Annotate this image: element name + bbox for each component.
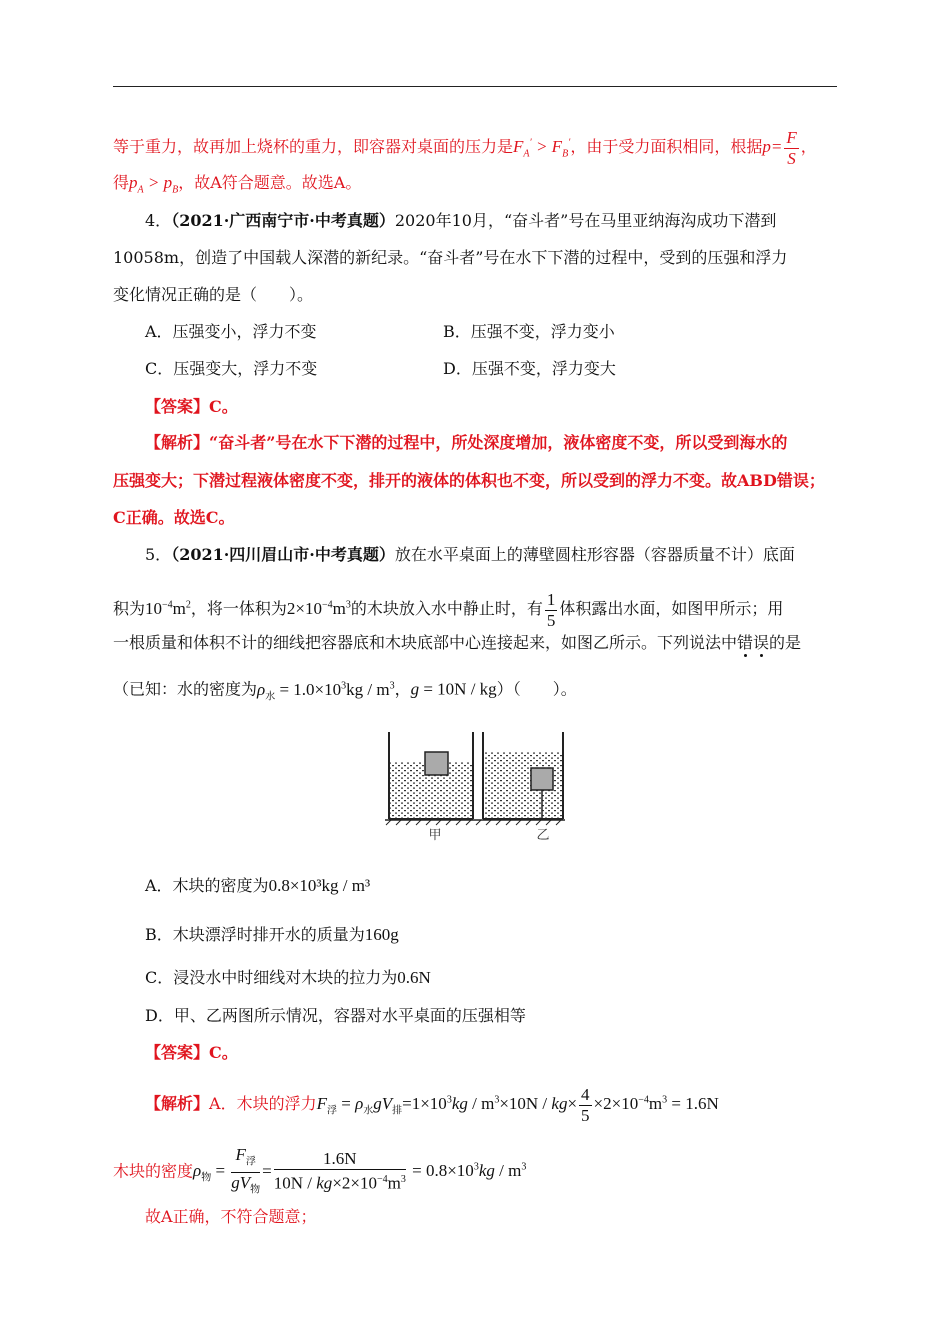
q4-option-d: D．压强不变，浮力变大 [443, 359, 616, 378]
q4-option-b: B．压强不变，浮力变小 [443, 322, 615, 341]
q5-analysis-conclusion: 故A正确，不符合题意； [145, 1207, 317, 1226]
q5-stem-line-3: 一根质量和体积不计的细线把容器底和木块底部中心连接起来，如图乙所示。下列说法中错误的是 [113, 633, 802, 652]
q4-stem-line-2: 10058m，创造了中国载人深潜的新纪录。“奋斗者”号在水下下潜的过程中，受到的压强和浮力 [113, 248, 788, 267]
q5-analysis-line-1: 【解析】A．木块的浮力$F_浮 = \rho_水gV_排=1\times 10^3kg / m^3\times 10N / kg\times$ $\frac{4}{5}$ $\times 2\times 10^{-4}m^3 = 1.6N$ [145, 1085, 719, 1125]
figure-label-jia: 甲 [428, 828, 442, 843]
figure-label-yi: 乙 [536, 828, 550, 843]
q5-option-c: C．浸没水中时细线对木块的拉力为0.6N [145, 968, 431, 987]
q4-analysis-line-2: 压强变大；下潜过程液体密度不变，排开的液体的体积也不变，所以受到的浮力不变。故ABD错误； [113, 471, 825, 490]
q5-option-d: D．甲、乙两图所示情况，容器对水平桌面的压强相等 [145, 1006, 526, 1025]
containers-figure [385, 724, 565, 844]
q5-stem-line-2: 积为$10^{-4}m^2$，将一体积为$2\times 10^{-4}m^3$的木块放入水中静止时，有 $\frac{1}{5}$ 体积露出水面，如图甲所示；用 [113, 590, 784, 630]
q4-analysis-line-1: 【解析】“奋斗者”号在水下下潜的过程中，所处深度增加，液体密度不变，所以受到海水的 [145, 433, 788, 452]
q4-stem-line-1: 4．（2021·广西南宁市·中考真题）2020年10月，“奋斗者”号在马里亚纳海沟成功下潜到 [145, 211, 777, 230]
prev-analysis-line-2: 得$p_A > p_B$，故A符合题意。故选A。 [113, 173, 362, 196]
q5-analysis-line-2: 木块的密度$\rho_物$ = $\frac{F_浮}{gV_物}$ = $\frac{1.6N}{10N / kg\times 2\times 10^{-4}m^3}$ = $0.8\times 10^3kg / m^3$ [113, 1145, 527, 1196]
q5-option-b: B．木块漂浮时排开水的质量为160g [145, 925, 399, 944]
q5-answer: 【答案】C。 [145, 1043, 238, 1062]
containers-diagram [385, 724, 565, 844]
q4-option-c: C．压强变大，浮力不变 [145, 359, 318, 378]
q4-option-a: A．压强变小，浮力不变 [145, 322, 317, 341]
q5-option-a: A．木块的密度为0.8×10³kg / m³ [145, 876, 371, 895]
q4-stem-line-3: 变化情况正确的是（ ）。 [113, 285, 314, 304]
prev-analysis-line-1: 等于重力，故再加上烧杯的重力，即容器对桌面的压力是$F_A' > F_B'$，由于受力面积相同，根据p= $\frac{F}{S}$ ， [113, 128, 817, 168]
q4-analysis-line-3: C正确。故选C。 [113, 508, 235, 527]
q5-stem-line-1: 5．（2021·四川眉山市·中考真题）放在水平桌面上的薄壁圆柱形容器（容器质量不计）底面 [145, 545, 795, 564]
wood-block-left [425, 752, 448, 775]
q5-stem-line-4: （已知：水的密度为$\rho_水 = 1.0\times 10^3kg / m^3$，g = 10N / kg）（ ）。 [113, 679, 577, 703]
header-rule [113, 86, 837, 87]
wood-block-right [531, 768, 553, 790]
q4-answer: 【答案】C。 [145, 397, 238, 416]
